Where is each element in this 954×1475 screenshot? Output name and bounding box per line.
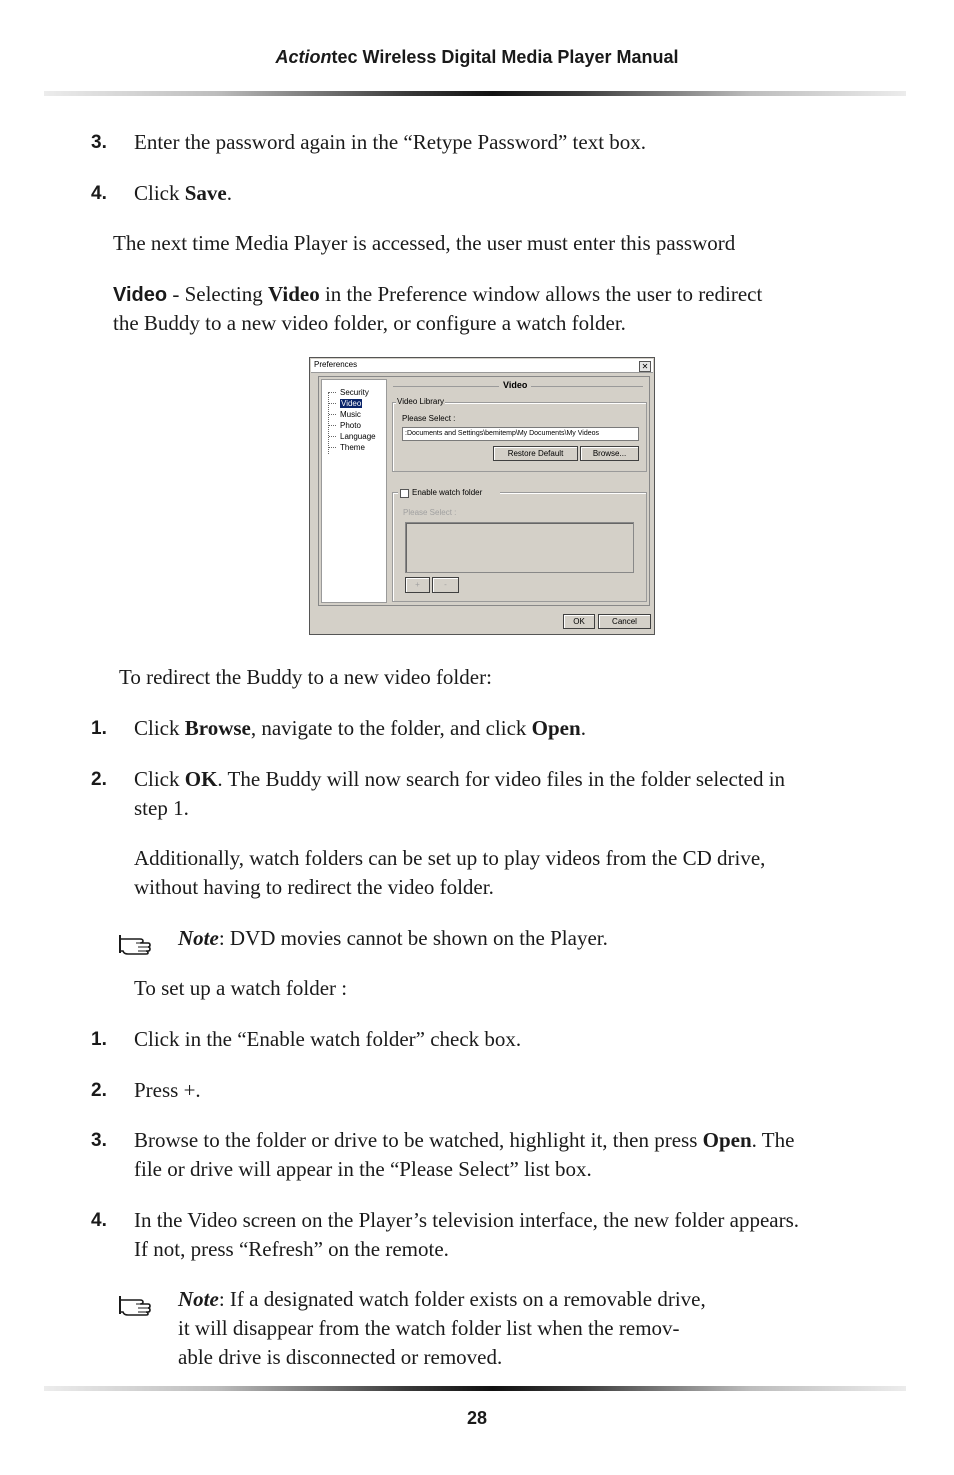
step-text-line2: step 1. [134,796,189,820]
brand-italic: Action [275,47,332,67]
tree-item-security[interactable]: Security [340,388,369,397]
tree-item-video[interactable]: Video [341,399,362,408]
dialog-titlebar [311,359,653,373]
step-number: 1. [91,718,107,739]
cancel-button[interactable]: Cancel [598,614,651,629]
header-rule [44,91,906,96]
video-intro-line2: the Buddy to a new video folder, or configure a watch folder. [113,311,626,335]
step-number: 4. [91,1210,107,1231]
step-text: Click Save. [134,181,232,205]
running-header [0,47,954,68]
video-library-label: Video Library [397,397,444,406]
restore-default-button[interactable]: Restore Default [493,446,578,461]
tree-tick [329,392,336,394]
step-text: Click Browse, navigate to the folder, and click Open. [134,716,586,740]
additional-line2: without having to redirect the video folder. [134,875,494,899]
step-text-line2: file or drive will appear in the “Please Select” list box. [134,1157,592,1181]
watch-intro: To set up a watch folder : [134,976,348,1000]
additional-line1: Additionally, watch folders can be set up to play videos from the CD drive, [134,846,766,870]
note-removable-line2: it will disappear from the watch folder list when the remov- [178,1316,680,1340]
brand-rest: tec [331,47,358,67]
preferences-tree [321,379,387,603]
step-text: In the Video screen on the Player’s television interface, the new folder appears. [134,1208,800,1232]
redirect-intro: To redirect the Buddy to a new video folder: [119,665,492,689]
close-icon[interactable]: ✕ [639,361,651,372]
page-number: 28 [466,1408,488,1428]
pointing-hand-icon [118,1292,158,1316]
preferences-dialog [309,357,655,635]
footer-rule [44,1386,906,1391]
manual-title: Wireless Digital Media Player Manual [362,47,679,67]
tree-item-language[interactable]: Language [340,432,376,441]
note-removable-line3: able drive is disconnected or removed. [178,1345,503,1369]
tree-tick [329,436,336,438]
tree-item-photo[interactable]: Photo [340,421,361,430]
tree-line [328,392,330,454]
step-text-line2: If not, press “Refresh” on the remote. [134,1237,449,1261]
enable-watch-folder-label: Enable watch folder [412,488,483,497]
tree-tick [329,414,336,416]
dialog-body [318,376,650,606]
step-text: Browse to the folder or drive to be watched, highlight it, then press Open. The [134,1128,795,1152]
step-number: 4. [91,183,107,204]
step-number: 2. [91,1080,107,1101]
step-text: Enter the password again in the “Retype Password” text box. [134,130,647,154]
watch-please-select-label: Please Select : [403,508,457,517]
tree-item-music[interactable]: Music [340,410,361,419]
pointing-hand-icon [118,931,158,955]
tree-tick [329,425,336,427]
step-text: Click OK. The Buddy will now search for video files in the folder selected in [134,767,786,791]
video-path-field[interactable]: :Documents and Settings\bemitemp\My Documents\My Videos [402,427,639,441]
watch-folder-header [398,488,500,499]
section-title: Video [499,380,531,390]
remove-watch-folder-button[interactable]: - [432,577,459,593]
note-dvd: Note: DVD movies cannot be shown on the Player. [178,926,608,950]
step-number: 3. [91,132,107,153]
tree-tick [329,403,336,405]
ok-button[interactable]: OK [563,614,595,629]
step-number: 1. [91,1029,107,1050]
note-removable-line1: Note: If a designated watch folder exists on a removable drive, [178,1287,706,1311]
add-watch-folder-button[interactable]: + [405,577,430,593]
video-heading: Video [113,284,168,306]
step-text: Click in the “Enable watch folder” check box. [134,1027,522,1051]
step-text: Press +. [134,1078,201,1102]
browse-button[interactable]: Browse... [580,446,639,461]
step-number: 2. [91,769,107,790]
please-select-label: Please Select : [402,414,456,423]
watch-folder-listbox[interactable] [405,522,634,573]
enable-watch-folder-checkbox[interactable] [400,489,409,498]
dialog-title: Preferences [314,360,358,369]
step-number: 3. [91,1130,107,1151]
video-intro-line1: Video - Selecting Video in the Preference window allows the user to redirect [113,282,763,306]
tree-item-theme[interactable]: Theme [340,443,365,452]
password-note: The next time Media Player is accessed, the user must enter this password [113,231,736,255]
tree-tick [329,447,336,449]
